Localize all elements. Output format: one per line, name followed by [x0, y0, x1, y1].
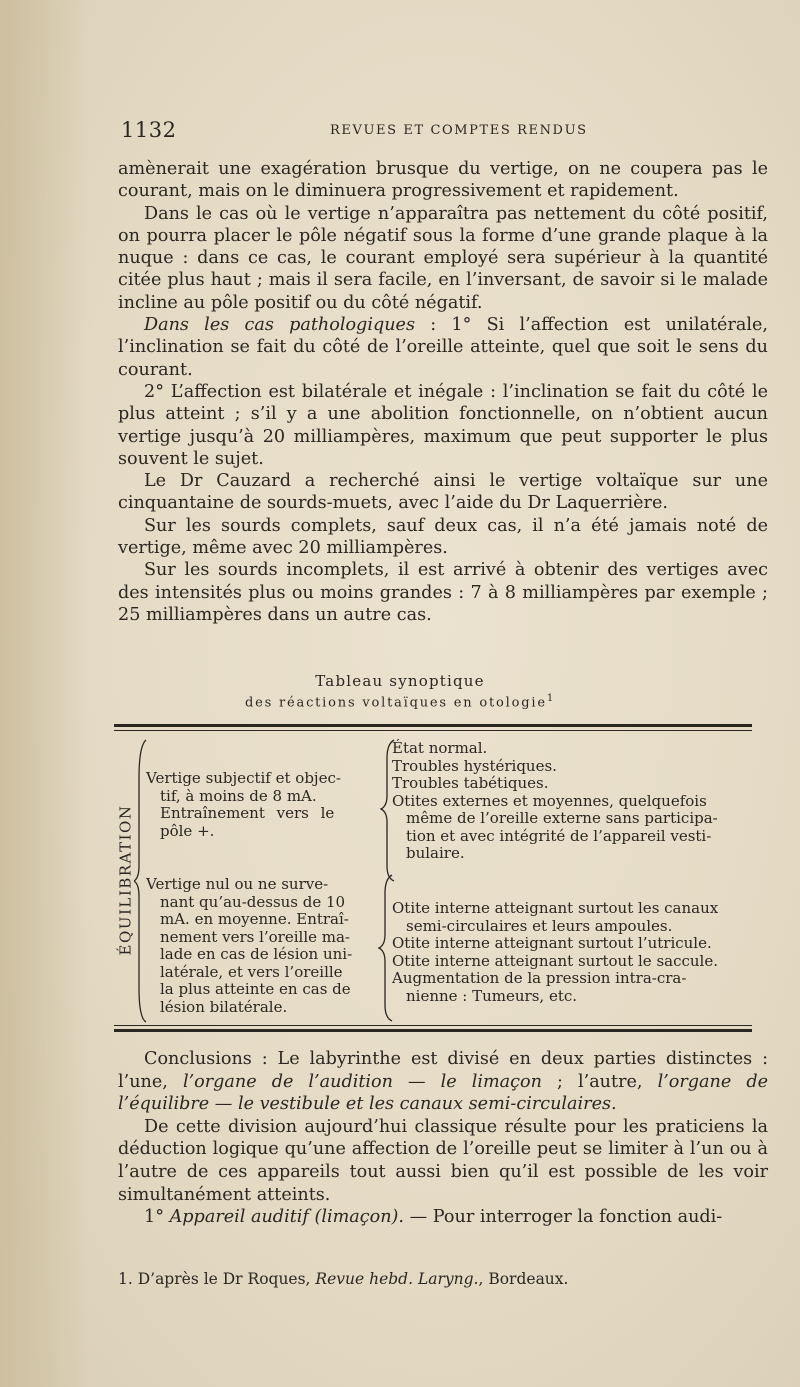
footnote [118, 1270, 568, 1288]
row-1-reaction [146, 770, 382, 840]
paragraph-4: 2° L’affection est bilatérale et inégale : l’inclination se fait du côté le plus atteint ; s’il y a une abolition fonctionnelle, on n’obtient aucun vertige jusqu’à 20 milliampères, maximum que peut supporter le plus souvent le sujet. [118, 381, 768, 469]
conclusion-italic-span: l’organe de l’équilibre — le vestibule et les canaux semi-circulaires. [118, 1071, 769, 1115]
conclusion-paragraph-1 [118, 1048, 768, 1116]
row-1-conditions [392, 740, 762, 863]
row-2-reaction [146, 876, 378, 1016]
table-title [0, 672, 800, 710]
row-2-condition-line: nienne : Tumeurs, etc. [406, 986, 578, 1005]
table-top-rule-thick [114, 724, 752, 727]
section-number: 1° [144, 1207, 170, 1228]
body-text [118, 158, 768, 626]
footnote-journal: Revue hebd. Laryng. [315, 1270, 479, 1288]
table-title-line-2-text: des réactions voltaïques en otologie [245, 695, 547, 711]
conclusion-paragraph-2: De cette division aujourd’hui classique résulte pour les praticiens la déduction logique qu’une affection de l’oreille peut se limiter à l’un ou à l’autre de ces appareils tout aussi bien qu’il est possible de les voir simultanément atteints. [118, 1116, 768, 1205]
row-1-condition-line: Troubles hystériques. [392, 756, 557, 775]
footnote-text: , Bordeaux. [478, 1270, 569, 1288]
row-1-reaction-line: Entraînement vers le [160, 804, 335, 822]
row-2-reaction-line: nement vers l’oreille ma- [160, 927, 350, 946]
row-1-reaction-line: tif, à moins de 8 mA. [160, 786, 317, 805]
row-2-condition-line: Otite interne atteignant surtout l’utricule. [392, 934, 712, 952]
paragraph-5: Le Dr Cauzard a recherché ainsi le vertige voltaïque sur une cinquantaine de sourds-muets, avec l’aide du Dr Laquerrière. [118, 471, 768, 514]
paragraph-6: Sur les sourds complets, sauf deux cas, il n’a été jamais noté de vertige, même avec 20 milliampères. [118, 515, 768, 559]
row-2-condition-line: Otite interne atteignant surtout le saccule. [392, 951, 719, 970]
row-2-reaction-line: nant qu’au-dessus de 10 [160, 892, 346, 911]
row-1-reaction-line: Vertige subjectif et objec- [146, 769, 341, 787]
footnote-marker: 1 [546, 693, 555, 704]
row-1-condition-line: bulaire. [406, 844, 465, 862]
section-heading: Appareil auditif (limaçon). [169, 1207, 405, 1228]
paragraph-2: Dans le cas où le vertige n’apparaîtra pas nettement du côté positif, on pourra placer le pôle négatif sous la forme d’une grande plaque à la nuque : dans ce cas, le courant employé sera supérieur à la quantité citée plus haut ; mais il sera facile, en l’inversant, de savoir si le malade incline au pôle positif ou du côté négatif. [118, 203, 768, 313]
row-1-condition-line: État normal. [392, 739, 488, 757]
synoptic-table [114, 738, 764, 1023]
equilibration-label: ÉQUILIBRATION [116, 804, 135, 956]
row-1-condition-line: tion et avec intégrité de l’appareil vesti- [406, 826, 712, 845]
row-1-condition-line: Otites externes et moyennes, quelquefois [392, 791, 707, 810]
paragraph-3 [118, 314, 768, 381]
row-2-reaction-line: lésion bilatérale. [160, 997, 288, 1016]
conclusion-italic-span: l’organe de l’audition — le limaçon [182, 1071, 542, 1092]
row-2-condition-line: Otite interne atteignant surtout les canaux [392, 899, 719, 917]
table-bottom-rule-thick [114, 1029, 752, 1032]
page-number: 1132 [121, 118, 177, 142]
conclusion-text-span: Conclusions : Le labyrinthe est divisé en deux parties distinctes : l’une, [118, 1049, 768, 1092]
footnote-text: 1. D’après le Dr Roques, [118, 1270, 316, 1288]
running-title: REVUES ET COMPTES RENDUS [330, 123, 588, 138]
conclusion-paragraph-3 [118, 1206, 768, 1229]
table-top-rule-thin [114, 730, 752, 731]
row-2-conditions [392, 900, 762, 1005]
paragraph-1: amènerait une exagération brusque du vertige, on ne coupera pas le courant, mais on le diminuera progressivement et rapidement. [118, 159, 768, 202]
section-text: — Pour interroger la fonction audi- [404, 1207, 723, 1228]
table-bottom-rule-thin [114, 1025, 752, 1026]
pathological-cases-heading: Dans les cas pathologiques [144, 315, 415, 336]
paragraph-3-text: : 1° Si l’affection est unilatérale, l’inclination se fait du côté de l’oreille atteinte, quel que soit le sens du courant. [118, 315, 768, 380]
table-title-line-1: Tableau synoptique [315, 672, 485, 690]
row-1-condition-line: même de l’oreille externe sans participa- [406, 809, 718, 827]
row-1-condition-line: Troubles tabétiques. [392, 774, 549, 792]
row-2-condition-line: semi-circulaires et leurs ampoules. [406, 916, 673, 935]
conclusion-text-span: ; l’autre, [541, 1071, 658, 1092]
row-2-reaction-line: latérale, et vers l’oreille [160, 962, 343, 981]
row-2-reaction-line: mA. en moyenne. Entraî- [160, 910, 349, 928]
row-2-reaction-line: Vertige nul ou ne surve- [146, 875, 329, 893]
table-title-line-2 [0, 693, 800, 710]
row-2-reaction-line: la plus atteinte en cas de [160, 980, 351, 998]
page-header [0, 118, 800, 148]
row-2-condition-line: Augmentation de la pression intra-cra- [392, 969, 687, 987]
row-1-reaction-line: pôle +. [160, 821, 215, 840]
paragraph-7: Sur les sourds incomplets, il est arrivé à obtenir des vertiges avec des intensités plus ou moins grandes : 7 à 8 milliampères par exemple ; 25 milliampères dans un autre cas. [118, 560, 768, 625]
row-2-reaction-line: lade en cas de lésion uni- [160, 945, 353, 963]
conclusion-text [118, 1048, 768, 1229]
